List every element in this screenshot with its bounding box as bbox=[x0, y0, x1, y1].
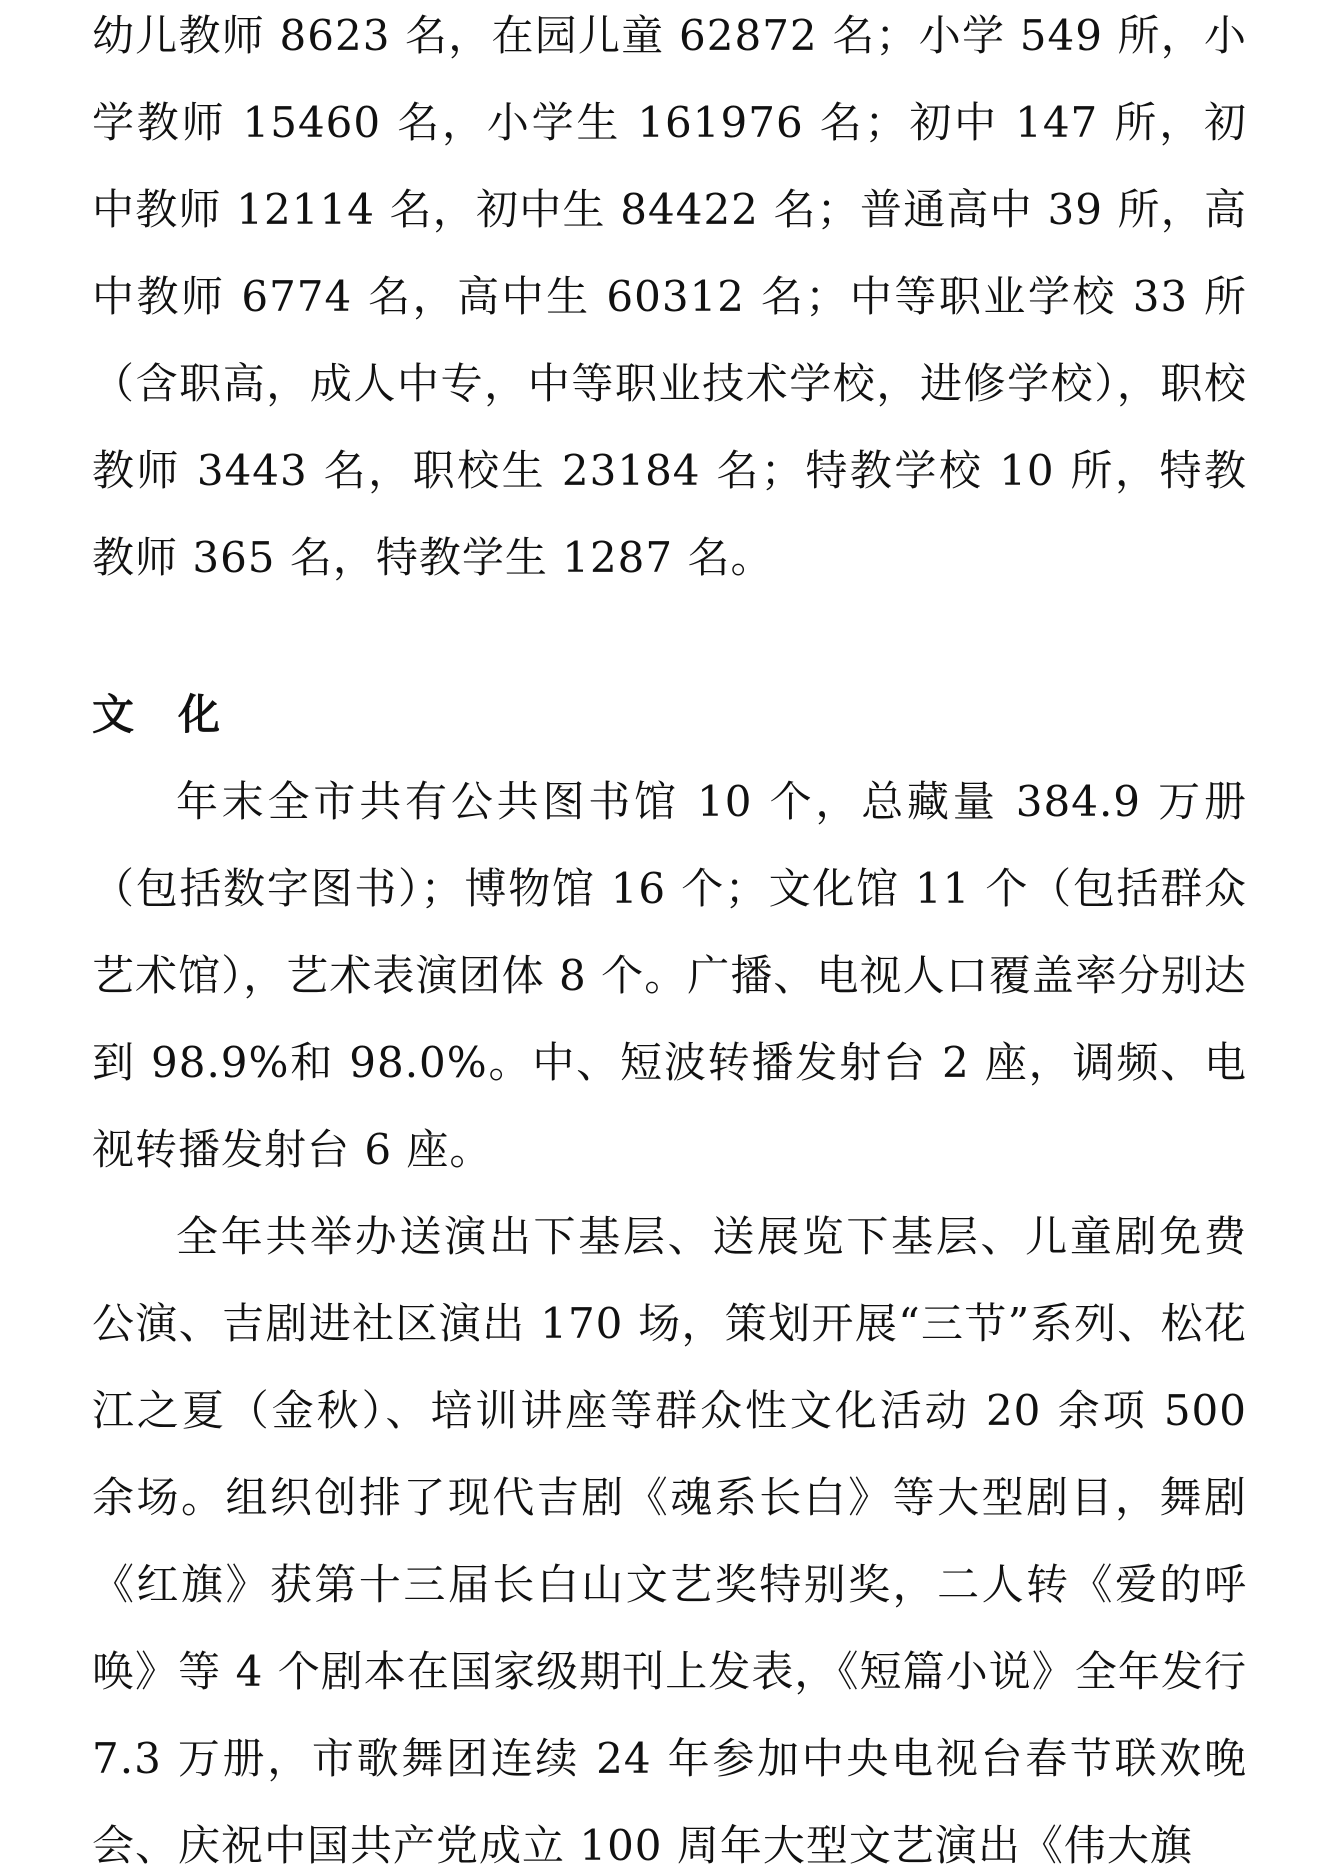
paragraph-culture-activities: 全年共举办送演出下基层、送展览下基层、儿童剧免费公演、吉剧进社区演出 170 场，策划开展“三节”系列、松花江之夏（金秋）、培训讲座等群众性文化活动 20 余项 500 余场。组织创排了现代吉剧《魂系长白》等大型剧目，舞剧《红旗》获第十三届长白山文艺奖特别奖，二人转《爱的呼唤》等 4 个剧本在国家级期刊上发表，《短篇小说》全年发行 7.3 万册，市歌舞团连续 24 年参加中央电视台春节联欢晚会、庆祝中国共产党成立 100 周年大型文艺演出《伟大旗 bbox=[92, 1212, 1247, 1870]
section-spacer bbox=[92, 601, 1247, 671]
section-heading-culture: 文化 bbox=[92, 690, 265, 739]
paragraph-education-stats: 幼儿教师 8623 名，在园儿童 62872 名；小学 549 所，小学教师 15460 名，小学生 161976 名；初中 147 所，初中教师 12114 名，初中生 84422 名；普通高中 39 所，高中教师 6774 名，高中生 60312 名；中等职业学校 33 所（含职高，成人中专，中等职业技术学校，进修学校），职校教师 3443 名，职校生 23184 名；特教学校 10 所，特教教师 365 名，特教学生 1287 名。 bbox=[92, 11, 1247, 582]
document-page bbox=[92, 0, 1247, 1871]
paragraph-culture-facilities: 年末全市共有公共图书馆 10 个，总藏量 384.9 万册（包括数字图书）；博物馆 16 个；文化馆 11 个（包括群众艺术馆），艺术表演团体 8 个。广播、电视人口覆盖率分别达到 98.9%和 98.0%。中、短波转播发射台 2 座，调频、电视转播发射台 6 座。 bbox=[92, 777, 1247, 1174]
